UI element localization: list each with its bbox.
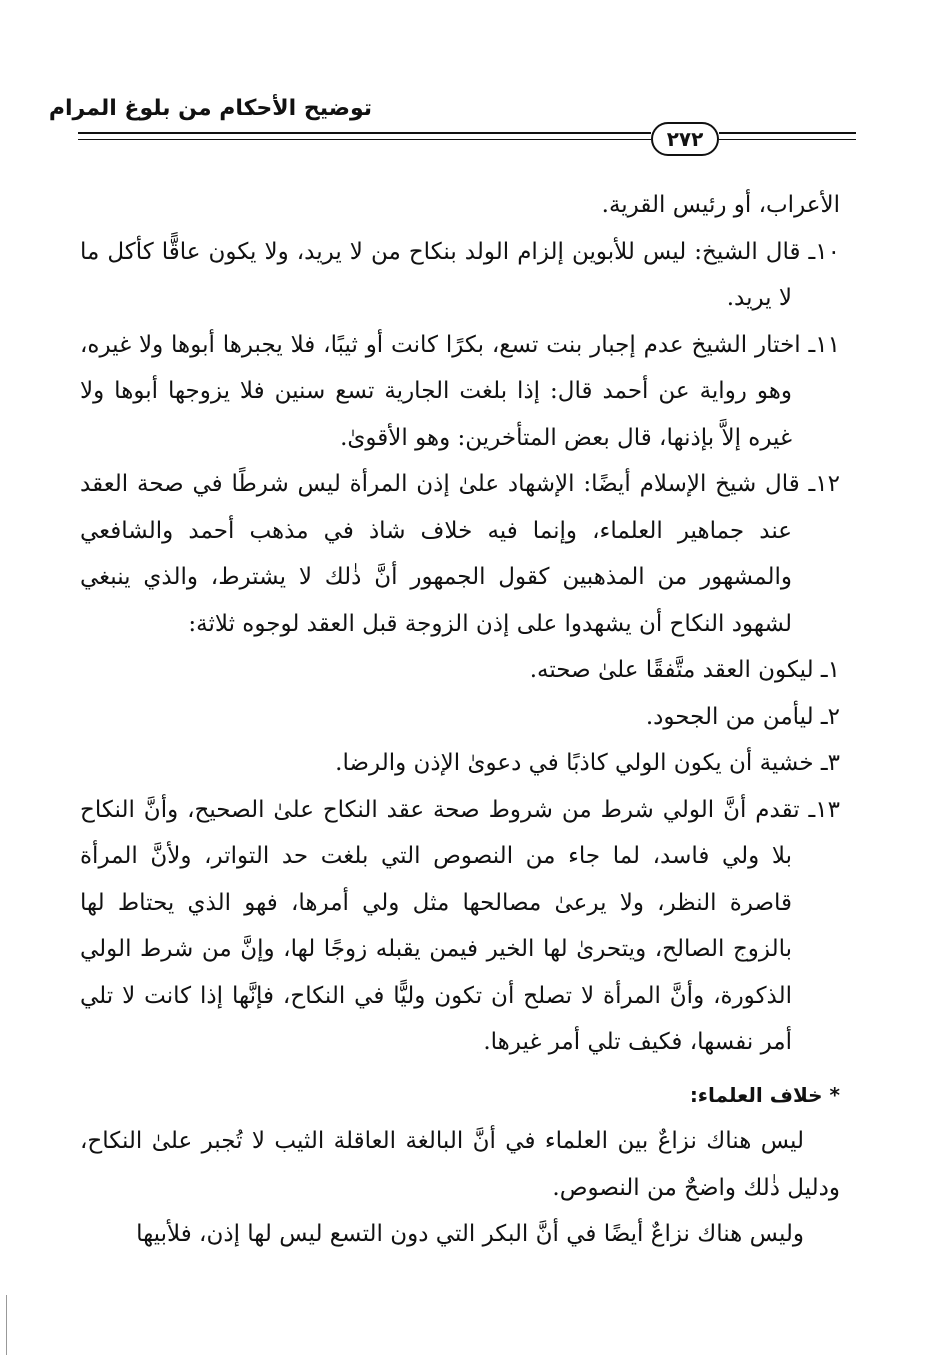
header-rule-right-bottom <box>719 139 856 140</box>
body-text <box>80 182 840 1258</box>
sub-item-3: ٣ـ خشية أن يكون الولي كاذبًا في دعوىٰ الإذن والرضا. <box>335 750 840 776</box>
header-rule-left-top <box>78 132 651 134</box>
paragraph: وليس هناك نزاعٌ أيضًا في أنَّ البكر التي دون التسع ليس لها إذن، فلأبيها <box>136 1221 804 1247</box>
numbered-item-11: ١١ـ اختار الشيخ عدم إجبار بنت تسع، بكرًا كانت أو ثيبًا، فلا يجبرها أبوها ولا غيره، وهو رواية عن أحمد قال: إذا بلغت الجارية تسع سنين فلا يزوجها أبوها ولا غيره إلاَّ بإذنها، قال بعض المتأخرين: وهو الأقوىٰ. <box>80 331 840 451</box>
numbered-item-13: ١٣ـ تقدم أنَّ الولي شرط من شروط صحة عقد النكاح علىٰ الصحيح، وأنَّ النكاح بلا ولي فاسد، لما جاء من النصوص التي بلغت حد التواتر، ولأنَّ المرأة قاصرة النظر، ولا يرعىٰ مصالحها مثل ولي أمرها، فهو الذي يحتاط لها بالزوج الصالح، ويتحرىٰ لها الخير فيمن يقبله زوجًا لها، وإنَّ من شرط الولي الذكورة، وأنَّ المرأة لا تصلح أن تكون وليًّا في النكاح، فإنَّها إذا كانت لا تلي أمر نفسها، فكيف تلي أمر غيرها. <box>80 796 840 1055</box>
header-rule-left-bottom <box>78 139 651 140</box>
paragraph-continuation: الأعراب، أو رئيس القرية. <box>601 192 840 218</box>
section-heading: * خلاف العلماء: <box>689 1082 840 1107</box>
header-rule-right-top <box>719 132 856 134</box>
paragraph: ليس هناك نزاعٌ بين العلماء في أنَّ البالغة العاقلة الثيب لا تُجبر علىٰ النكاح، ودليل ذٰلك واضحٌ من النصوص. <box>80 1128 840 1201</box>
page-number-badge: ٢٧٢ <box>651 122 719 156</box>
numbered-item-10: ١٠ـ قال الشيخ: ليس للأبوين إلزام الولد بنكاح من لا يريد، ولا يكون عاقًّا كأكل ما لا يريد. <box>80 238 840 311</box>
sub-item-1: ١ـ ليكون العقد متَّفقًا علىٰ صحته. <box>529 657 840 683</box>
running-title: توضيح الأحكام من بلوغ المرام <box>48 96 372 121</box>
numbered-item-12: ١٢ـ قال شيخ الإسلام أيضًا: الإشهاد علىٰ إذن المرأة ليس شرطًا في صحة العقد عند جماهير العلماء، وإنما فيه خلاف شاذ في مذهب أحمد والشافعي والمشهور من المذهبين كقول الجمهور أنَّ ذٰلك لا يشترط، والذي ينبغي لشهود النكاح أن يشهدوا على إذن الزوجة قبل العقد لوجوه ثلاثة: <box>80 471 840 637</box>
scan-edge-mark <box>6 1295 7 1355</box>
sub-item-2: ٢ـ ليأمن من الجحود. <box>645 703 840 730</box>
